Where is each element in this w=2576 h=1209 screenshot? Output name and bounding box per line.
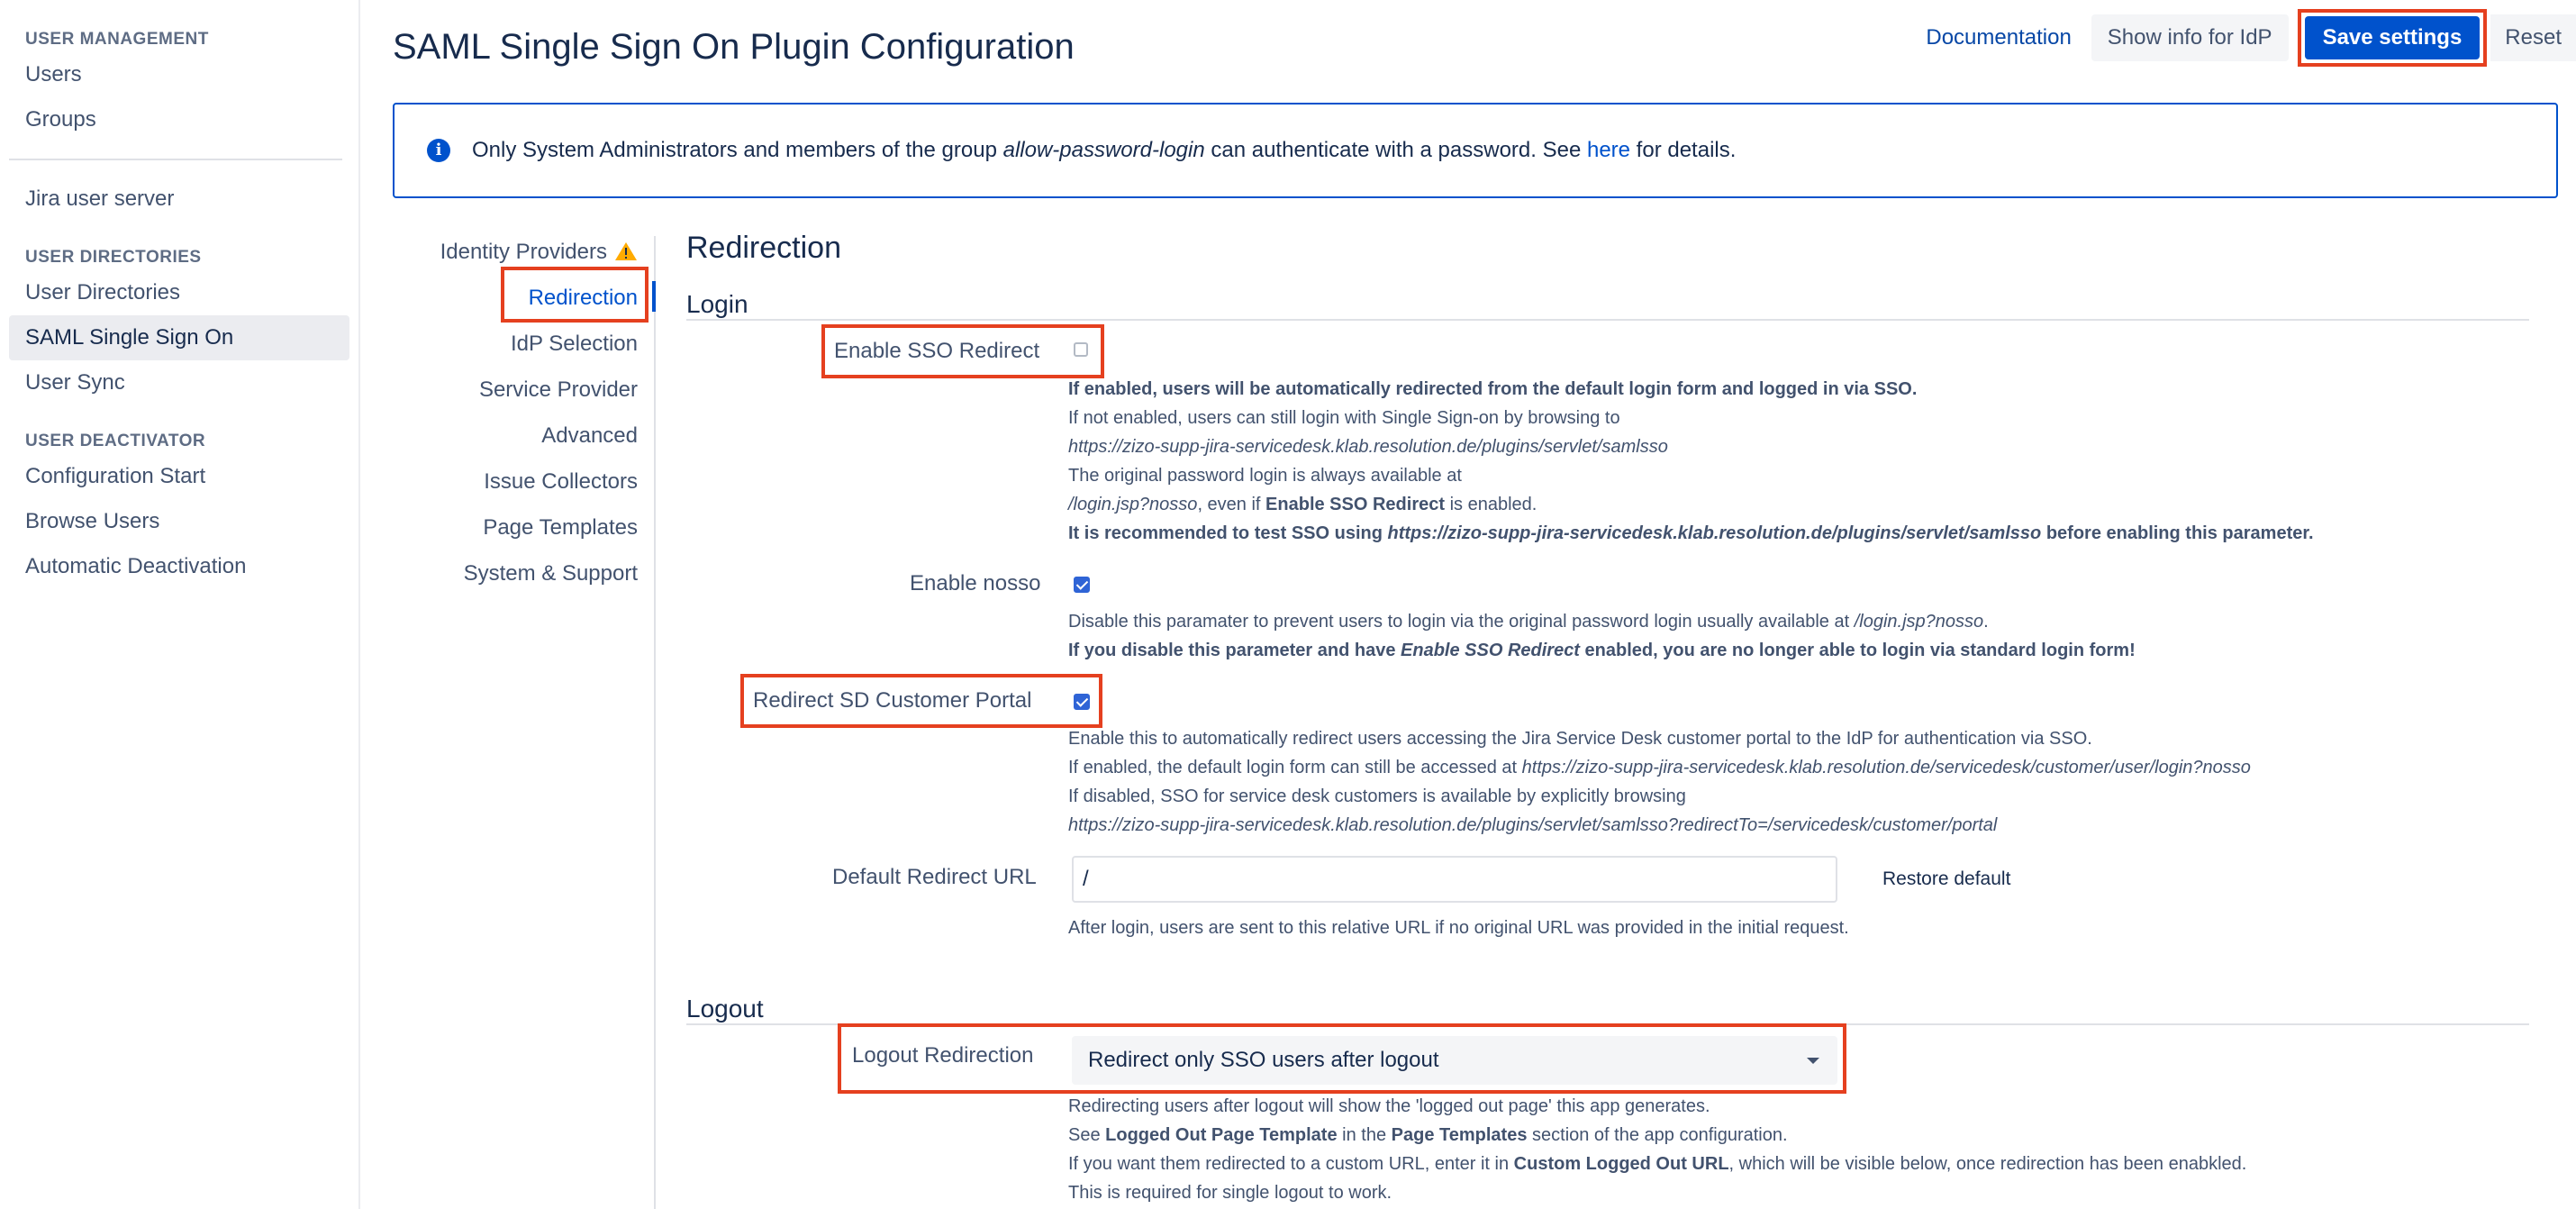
- sso-help-6b: https://zizo-supp-jira-servicedesk.klab.resolution.de/plugins/servlet/samlsso: [1387, 523, 2042, 543]
- tab-service-provider[interactable]: Service Provider: [478, 377, 638, 402]
- tab-system-support[interactable]: System & Support: [463, 561, 638, 586]
- logout-help-2a: See: [1068, 1125, 1106, 1145]
- redirect-sd-label: Redirect SD Customer Portal: [753, 688, 1032, 713]
- sso-help-6a: It is recommended to test SSO using: [1068, 523, 1388, 543]
- enable-nosso-help: [1068, 607, 2136, 665]
- default-redirect-url-label: Default Redirect URL: [832, 865, 1037, 889]
- login-subtitle: Login: [686, 290, 748, 318]
- sidebar-item-automatic-deactivation[interactable]: Automatic Deactivation: [25, 554, 247, 578]
- sidebar-item-browse-users[interactable]: Browse Users: [25, 509, 160, 533]
- restore-default-link[interactable]: Restore default: [1882, 868, 2011, 889]
- sso-help-5c: Enable SSO Redirect: [1265, 495, 1446, 514]
- save-settings-button[interactable]: Save settings: [2305, 16, 2481, 59]
- sso-help-4: The original password login is always available at: [1068, 466, 1462, 486]
- banner-group-name: allow-password-login: [1002, 138, 1205, 162]
- sidebar-heading-user-directories: USER DIRECTORIES: [25, 248, 202, 267]
- default-redirect-url-input[interactable]: [1072, 856, 1837, 903]
- logout-help-4: This is required for single logout to work.: [1068, 1183, 1392, 1203]
- enable-nosso-checkbox[interactable]: [1074, 577, 1090, 593]
- sidebar-heading-user-management: USER MANAGEMENT: [25, 30, 209, 49]
- sso-help-1: If enabled, users will be automatically redirected from the default login form and logged in via SSO.: [1068, 379, 1918, 399]
- chevron-down-icon: [1807, 1058, 1819, 1064]
- logout-help-2b: Logged Out Page Template: [1105, 1125, 1338, 1145]
- sd-help-2a: If enabled, the default login form can still be accessed at: [1068, 758, 1522, 777]
- sd-help-2b: https://zizo-supp-jira-servicedesk.klab.resolution.de/servicedesk/customer/user/login?nosso: [1521, 758, 2251, 777]
- sidebar-item-users[interactable]: Users: [25, 62, 82, 86]
- sso-help-5d: is enabled.: [1445, 495, 1537, 514]
- banner-text-after: for details.: [1630, 138, 1737, 162]
- default-redirect-help: After login, users are sent to this relative URL if no original URL was provided in the initial request.: [1068, 918, 1849, 938]
- logout-help-1: Redirecting users after logout will show the 'logged out page' this app generates.: [1068, 1096, 1710, 1116]
- nosso-help-2c: enabled, you are no longer able to login via standard login form!: [1579, 641, 2136, 660]
- logout-redirection-label: Logout Redirection: [852, 1043, 1034, 1068]
- banner-here-link[interactable]: here: [1586, 138, 1631, 162]
- redirection-tab-highlight: [501, 267, 649, 323]
- logout-help-2d: Page Templates: [1391, 1125, 1528, 1145]
- tab-advanced[interactable]: Advanced: [541, 423, 638, 448]
- sidebar-item-configuration-start[interactable]: Configuration Start: [25, 464, 206, 488]
- nosso-help-1c: .: [1983, 612, 1989, 632]
- sso-help-6c: before enabling this parameter.: [2041, 523, 2314, 543]
- banner-text: [472, 138, 1736, 163]
- config-nav-divider: [654, 236, 656, 1209]
- redirect-sd-checkbox[interactable]: [1074, 694, 1090, 710]
- redirect-sd-help: [1068, 724, 2251, 840]
- sidebar-divider: [9, 159, 342, 160]
- reset-button[interactable]: Reset: [2490, 14, 2576, 61]
- save-button-highlight: [2298, 9, 2488, 67]
- nosso-help-1a: Disable this paramater to prevent users to login via the original password login usually available at: [1068, 612, 1855, 632]
- sso-help-2: If not enabled, users can still login with Single Sign-on by browsing to: [1068, 408, 1620, 428]
- tab-identity-providers-label: Identity Providers: [440, 240, 607, 264]
- sso-help-5b: , even if: [1197, 495, 1266, 514]
- sidebar-item-user-sync[interactable]: User Sync: [25, 370, 125, 395]
- enable-sso-redirect-label: Enable SSO Redirect: [834, 339, 1040, 363]
- tab-idp-selection[interactable]: IdP Selection: [511, 332, 638, 356]
- banner-text-middle: can authenticate with a password. See: [1204, 138, 1587, 162]
- sd-help-1: Enable this to automatically redirect users accessing the Jira Service Desk customer portal to the IdP for authentication via SSO.: [1068, 729, 2092, 749]
- logout-help-3a: If you want them redirected to a custom URL, enter it in: [1068, 1154, 1514, 1174]
- admin-sidebar: [0, 0, 360, 1209]
- logout-redirection-help: [1068, 1092, 2246, 1207]
- logout-help-3c: , which will be visible below, once redirection has been enabkled.: [1728, 1154, 2247, 1174]
- tab-redirection[interactable]: Redirection: [528, 286, 638, 310]
- tab-page-templates[interactable]: Page Templates: [483, 515, 638, 540]
- warning-icon: [614, 241, 638, 261]
- info-banner: [393, 103, 2558, 198]
- enable-nosso-label: Enable nosso: [910, 571, 1041, 595]
- logout-help-3b: Custom Logged Out URL: [1513, 1154, 1729, 1174]
- info-icon: i: [427, 139, 450, 162]
- logout-help-2c: in the: [1337, 1125, 1392, 1145]
- banner-text-before: Only System Administrators and members of the group: [472, 138, 1003, 162]
- sidebar-heading-user-deactivator: USER DEACTIVATOR: [25, 432, 206, 450]
- logout-redirection-selected-value: Redirect only SSO users after logout: [1088, 1048, 1439, 1072]
- tab-issue-collectors[interactable]: Issue Collectors: [484, 469, 638, 494]
- sidebar-item-user-directories[interactable]: User Directories: [25, 280, 181, 305]
- show-info-for-idp-button[interactable]: Show info for IdP: [2091, 14, 2289, 61]
- nosso-help-1b: /login.jsp?nosso: [1854, 612, 1984, 632]
- logout-redirection-select[interactable]: [1072, 1036, 1837, 1085]
- page-title: SAML Single Sign On Plugin Configuration: [393, 27, 1075, 67]
- documentation-link[interactable]: Documentation: [1926, 25, 2072, 50]
- sd-help-4: https://zizo-supp-jira-servicedesk.klab.resolution.de/plugins/servlet/samlsso?redirectTo=/servicedesk/customer/portal: [1068, 815, 1998, 835]
- section-title: Redirection: [686, 231, 841, 265]
- enable-sso-redirect-help: [1068, 375, 2314, 548]
- nosso-help-2b: Enable SSO Redirect: [1401, 641, 1580, 660]
- header-actions: [1926, 13, 2576, 63]
- enable-sso-redirect-checkbox[interactable]: [1074, 342, 1088, 357]
- sso-help-3: https://zizo-supp-jira-servicedesk.klab.resolution.de/plugins/servlet/samlsso: [1068, 437, 1668, 457]
- sidebar-item-saml-single-sign-on[interactable]: SAML Single Sign On: [9, 315, 349, 360]
- sidebar-item-jira-user-server[interactable]: Jira user server: [25, 186, 175, 211]
- nosso-help-2a: If you disable this parameter and have: [1068, 641, 1401, 660]
- login-divider: [686, 319, 2529, 321]
- logout-help-2e: section of the app configuration.: [1527, 1125, 1788, 1145]
- sso-help-5a: /login.jsp?nosso: [1068, 495, 1198, 514]
- logout-subtitle: Logout: [686, 995, 764, 1023]
- sidebar-item-groups[interactable]: Groups: [25, 107, 96, 132]
- sd-help-3: If disabled, SSO for service desk customers is available by explicitly browsing: [1068, 786, 1686, 806]
